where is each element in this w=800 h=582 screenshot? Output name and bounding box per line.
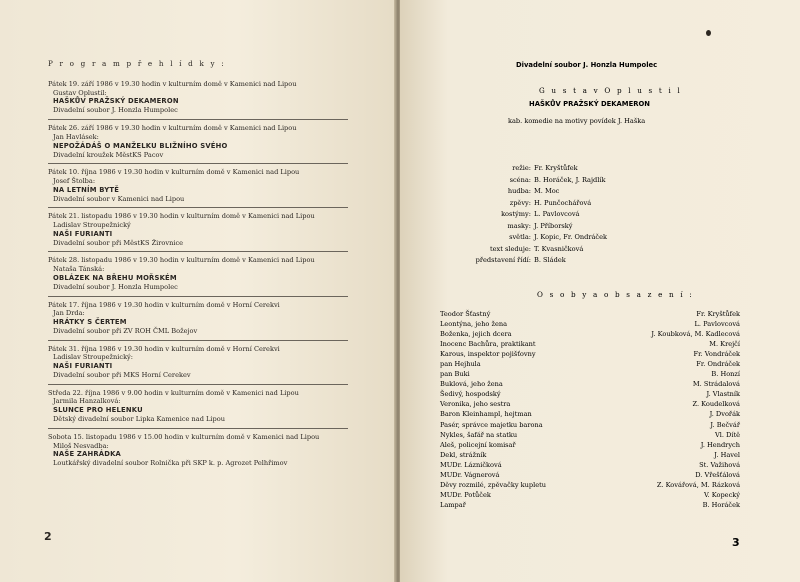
event-date: Pátek 21. listopadu 1986 v 19.30 hodin v kulturním domě v Kamenici nad Lipou [48, 212, 315, 221]
credit-row [400, 233, 800, 245]
cast-character: Pasér, správce majetku barona [440, 420, 543, 429]
credit-person: J. Příborský [534, 221, 573, 230]
event-group: Divadelní soubor J. Honzla Humpolec [53, 106, 178, 115]
cast-character: Karous, inspektor pojišťovny [440, 350, 536, 359]
ink-dot [706, 30, 711, 36]
cast-character: Baron Kleinhampl, hejtman [440, 410, 532, 419]
event-date: Pátek 10. října 1986 v 19.30 hodin v kulturním domě v Kamenici nad Lipou [48, 168, 300, 177]
event-author: Ladislav Stroupežnický [53, 221, 131, 230]
cast-actor: D. Vřešťálová [695, 470, 740, 479]
credit-person: J. Kopic, Fr. Ondráček [534, 233, 607, 241]
cast-row [440, 349, 740, 359]
credit-row [400, 210, 800, 222]
cast-actor: J. Bečvář [710, 420, 740, 429]
event-author: Nataša Tánská: [53, 265, 105, 274]
event-date: Sobota 15. listopadu 1986 v 15.00 hodin v kulturním domě v Kamenici nad Lipou [48, 432, 320, 441]
cast-character: MUDr. Potůček [440, 490, 491, 499]
event-title: NEPOŽÁDÁŠ O MANŽELKU BLIŽNÍHO SVÉHO [53, 141, 228, 150]
event-author: Gustav Oplustil: [53, 88, 107, 97]
credit-person: M. Moc [534, 187, 560, 195]
credit-row [400, 245, 800, 257]
credit-role: režie: [512, 164, 531, 172]
cast-character: MUDr. Vágnerová [440, 470, 500, 479]
event-entry [48, 301, 348, 341]
event-entry [48, 389, 348, 429]
event-title: SLUNCE PRO HELENKU [53, 406, 143, 415]
event-author: Ladislav Stroupežnický: [53, 353, 134, 362]
credit-person: Fr. Kryštůfek [534, 164, 578, 172]
event-group: Divadelní soubor při MěstKS Žirovnice [53, 238, 184, 247]
cast-title: O s o b y a o b s a z e n í : [537, 290, 694, 299]
event-group: Loutkářský divadelní soubor Rolnička při SKP k. p. Agrozet Pelhřimov [53, 459, 288, 468]
cast-actor: J. Havel [714, 450, 740, 459]
cast-row [440, 339, 740, 349]
play-author: G u s t a v O p l u s t i l [539, 86, 682, 95]
cast-character: Buklová, jeho žena [440, 380, 503, 389]
cast-row [440, 359, 740, 369]
event-entry [48, 80, 348, 120]
cast-actor: L. Pavlovcová [694, 320, 740, 329]
credit-row [400, 256, 800, 268]
cast-character: Leontýna, jeho žena [440, 320, 508, 329]
event-title: HAŠKŮV PRAŽSKÝ DEKAMERON [53, 97, 179, 106]
cast-actor: Fr. Vondráček [693, 350, 740, 359]
event-date: Pátek 28. listopadu 1986 v 19.30 hodin v kulturním domě v Kamenici nad Lipou [48, 256, 315, 265]
cast-character: Dekl, strážník [440, 450, 487, 459]
credit-role: hudba: [507, 187, 531, 195]
credit-person: L. Pavlovcová [534, 210, 580, 218]
credit-person: B. Horáček, J. Rajdlík [534, 175, 606, 184]
cast-list [440, 309, 740, 510]
cast-actor: Fr. Kryštůfek [696, 310, 740, 318]
event-entry [48, 433, 348, 472]
cast-actor: J. Dvořák [709, 410, 740, 419]
credit-role: světla: [509, 233, 531, 241]
credit-role: představení řídí: [475, 256, 531, 264]
page-number-left: 2 [44, 530, 52, 543]
cast-character: Lampař [440, 500, 466, 509]
cast-row [440, 440, 740, 450]
cast-row [440, 460, 740, 470]
credit-person: B. Sládek [534, 256, 566, 264]
credit-row [400, 187, 800, 199]
event-group: Divadelní soubor J. Honzla Humpolec [53, 282, 178, 291]
cast-row [440, 450, 740, 460]
cast-actor: M. Krejčí [709, 340, 740, 349]
event-date: Pátek 17. října 1986 v 19.30 hodin v kulturním domě v Horní Cerekvi [48, 300, 280, 309]
cast-actor: Z. Koudelková [692, 400, 740, 409]
event-date: Pátek 26. září 1986 v 19.30 hodin v kulturním domě v Kamenici nad Lipou [48, 124, 297, 133]
cast-row [440, 490, 740, 500]
program-title: P r o g r a m p ř e h l í d k y : [48, 59, 226, 68]
event-title: OBLÁZEK NA BŘEHU MOŘSKÉM [53, 273, 177, 282]
event-group: Divadelní soubor při ZV ROH ČML Božejov [53, 326, 198, 335]
cast-row [440, 399, 740, 409]
credit-role: masky: [507, 221, 531, 230]
cast-character: Šedivý, hospodský [440, 390, 501, 399]
play-subtitle: kab. komedie na motivy povídek J. Haška [508, 117, 646, 125]
cast-row [440, 480, 740, 490]
ensemble-heading: Divadelní soubor J. Honzla Humpolec [516, 61, 658, 69]
cast-character: Aleš, policejní komisař [440, 440, 516, 449]
event-entry [48, 345, 348, 385]
credit-role: kostýmy: [501, 210, 531, 218]
event-list [48, 80, 348, 476]
cast-row [440, 500, 740, 510]
cast-row [440, 319, 740, 329]
credit-person: T. Kvasničková [534, 244, 584, 253]
cast-actor: J. Hendrych [700, 440, 740, 449]
cast-actor: M. Strádalová [692, 380, 740, 389]
event-entry [48, 212, 348, 252]
cast-row [440, 409, 740, 419]
event-group: Divadelní soubor při MKS Horní Cerekev [53, 371, 191, 380]
credit-person: H. Punčochářová [534, 198, 592, 207]
credit-row [400, 176, 800, 188]
cast-character: MUDr. Lázničková [440, 460, 502, 469]
credit-row [400, 199, 800, 211]
cast-actor: V. Kopecký [703, 490, 740, 499]
cast-row [440, 430, 740, 440]
cast-row [440, 379, 740, 389]
cast-character: Veronika, jeho sestra [440, 400, 511, 409]
credit-row [400, 164, 800, 176]
event-author: Jan Drda: [53, 309, 85, 318]
cast-row [440, 309, 740, 319]
event-author: Miloš Nesvadba: [53, 441, 109, 450]
event-date: Pátek 19. září 1986 v 19.30 hodin v kulturním domě v Kamenici nad Lipou [48, 80, 297, 88]
event-title: NAŠI FURIANTI [53, 362, 113, 371]
cast-character: pan Buki [440, 370, 470, 379]
event-date: Středa 22. října 1986 v 9.00 hodin v kulturním domě v Kamenici nad Lipou [48, 388, 299, 397]
event-author: Jan Havlásek: [53, 132, 99, 141]
event-group: Divadelní kroužek MěstKS Pacov [53, 150, 164, 159]
cast-row [440, 329, 740, 339]
cast-character: Inocenc Bachůra, praktikant [440, 340, 536, 349]
cast-actor: St. Važihová [699, 460, 740, 469]
cast-character: Nykles, šafář na statku [440, 430, 518, 439]
credits-list [400, 164, 800, 268]
event-title: NAŠI FURIANTI [53, 229, 113, 238]
event-entry [48, 124, 348, 164]
cast-actor: J. Koubková, M. Kadlecová [651, 330, 740, 339]
event-date: Pátek 31. října 1986 v 19.30 hodin v kulturním domě v Horní Cerekvi [48, 344, 280, 353]
credit-role: text sleduje: [489, 244, 531, 253]
cast-character: Teodor Šťastný [440, 310, 491, 318]
credit-role: zpěvy: [509, 198, 531, 207]
cast-actor: B. Honzí [711, 370, 740, 379]
event-entry [48, 256, 348, 296]
cast-actor: J. Vlastník [706, 390, 740, 399]
cast-actor: B. Horáček [702, 500, 740, 509]
cast-actor: Vl. Dítě [714, 430, 740, 439]
event-title: NAŠE ZAHRÁDKA [53, 450, 121, 459]
cast-character: pan Hejhula [440, 360, 481, 369]
cast-character: Děvy rozmilé, zpěvačky kupletu [440, 480, 547, 489]
credit-role: scéna: [509, 175, 531, 184]
cast-row [440, 389, 740, 399]
left-page [0, 0, 396, 582]
cast-actor: Fr. Ondráček [696, 360, 740, 369]
event-author: Jarmila Hanzalková: [53, 397, 121, 406]
play-title: HAŠKŮV PRAŽSKÝ DEKAMERON [529, 100, 650, 108]
cast-row [440, 369, 740, 379]
cast-character: Boženka, jejich dcera [440, 330, 512, 339]
event-title: NA LETNÍM BYTĚ [53, 185, 120, 194]
event-group: Divadelní soubor v Kamenici nad Lipou [53, 194, 185, 203]
event-group: Dětský divadelní soubor Lipka Kamenice nad Lipou [53, 415, 225, 424]
cast-actor: Z. Kovářová, M. Rázková [656, 480, 740, 489]
event-title: HRÁTKY S ČERTEM [53, 317, 127, 326]
cast-row [440, 470, 740, 480]
credit-row [400, 222, 800, 234]
event-author: Josef Štolba: [53, 176, 96, 185]
cast-row [440, 420, 740, 430]
event-entry [48, 168, 348, 208]
page-number-right: 3 [732, 536, 740, 549]
